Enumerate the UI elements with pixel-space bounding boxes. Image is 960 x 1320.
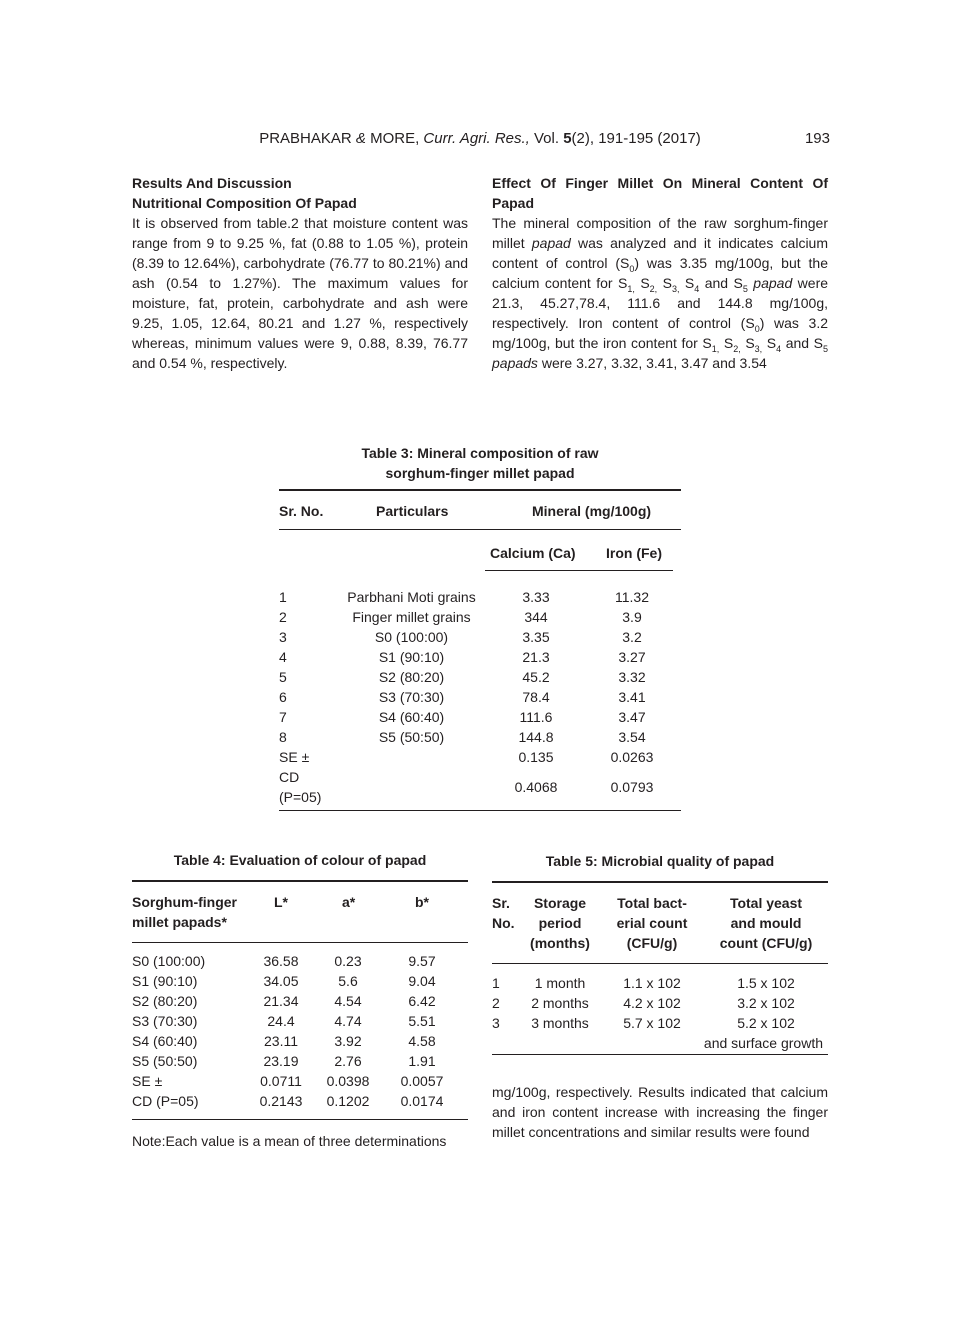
left-column	[132, 173, 468, 373]
cell-a: 2.76	[334, 1053, 362, 1069]
table-4-body	[132, 951, 468, 1111]
cell-L: 24.4	[267, 1013, 295, 1029]
cell-a: 5.6	[338, 973, 358, 989]
cell-L: 0.0711	[260, 1073, 302, 1089]
cell-bacterial: 4.2 x 102	[623, 995, 681, 1011]
cell-a: 0.23	[334, 953, 362, 969]
table-row	[279, 767, 681, 807]
cell-calcium: 144.8	[518, 729, 554, 745]
cell-sample: S5 (50:50)	[132, 1053, 198, 1069]
subscript: 4	[694, 283, 700, 294]
cell-b: 1.91	[408, 1053, 436, 1069]
text-run: S	[766, 335, 777, 351]
cell-b: 6.42	[408, 993, 436, 1009]
cell-yeast: 3.2 x 102	[737, 995, 795, 1011]
table-3-subheader-row	[279, 530, 681, 570]
table-row	[132, 971, 468, 991]
table-5-header-yeast	[704, 893, 828, 953]
table-5-header-sr	[492, 893, 522, 933]
cell-yeast: 5.2 x 102	[737, 1015, 795, 1031]
running-header	[160, 129, 800, 149]
table-row	[132, 1071, 468, 1091]
cell-particular: S0 (100:00)	[374, 629, 449, 645]
table-row	[492, 1013, 828, 1033]
cell-bacterial: 5.7 x 102	[623, 1015, 681, 1031]
header-line: (CFU/g)	[626, 935, 678, 951]
header-line: and mould	[730, 915, 802, 931]
text-run: The mineral composition of the raw sorghum-finger millet	[492, 215, 828, 251]
subscript: 1,	[711, 343, 720, 354]
cell-L: 23.19	[263, 1053, 299, 1069]
cell-iron: 3.54	[618, 729, 646, 745]
table-3-header-iron: Iron (Fe)	[606, 545, 662, 561]
table-3-bottom-rule	[279, 810, 681, 811]
cell-L: 21.34	[263, 993, 299, 1009]
cell-a: 0.0398	[326, 1073, 370, 1089]
section-heading-results: Results And Discussion	[132, 175, 292, 191]
cell-sample: S3 (70:30)	[132, 1013, 198, 1029]
cell-sample: S1 (90:10)	[132, 973, 198, 989]
cell-period: 2 months	[531, 995, 589, 1011]
table-3-header-calcium: Calcium (Ca)	[490, 545, 576, 561]
text-run: ) was 3.2 mg/100g, but the iron content for S	[492, 315, 828, 351]
cell-b: 9.57	[408, 953, 436, 969]
table-5-mid-rule	[492, 963, 828, 964]
cell-a: 4.54	[334, 993, 362, 1009]
table-row	[132, 1011, 468, 1031]
table-row	[279, 747, 681, 767]
table-4-header-a: a*	[342, 894, 356, 910]
cell-sample: S0 (100:00)	[132, 953, 206, 969]
table-row	[279, 647, 681, 667]
cell-calcium: 45.2	[522, 669, 550, 685]
cell-b: 4.58	[408, 1033, 436, 1049]
text-run: S	[723, 335, 734, 351]
header-line: period	[538, 915, 582, 931]
header-amp: &	[355, 130, 366, 147]
section-heading-mineral: Effect Of Finger Millet On Mineral Content Of Papad	[492, 175, 828, 211]
table-5-footer-note: and surface growth	[703, 1035, 823, 1051]
table-4-header-L: L*	[274, 894, 288, 910]
table-3-caption-line1: Table 3: Mineral composition of raw	[361, 445, 599, 461]
header-authors: PRABHAKAR	[259, 130, 352, 147]
subscript: 5	[823, 343, 829, 354]
cell-calcium: 3.35	[522, 629, 550, 645]
cell-sample: S4 (60:40)	[132, 1033, 198, 1049]
table-row	[132, 1051, 468, 1071]
table-3-caption-line2: sorghum-finger millet papad	[385, 465, 575, 481]
cell-srno: 8	[279, 729, 287, 745]
subscript: 3,	[754, 343, 763, 354]
table-row	[279, 687, 681, 707]
cell-iron: 0.0263	[610, 749, 654, 765]
table-3	[279, 443, 681, 811]
cell-period: 1 month	[534, 975, 586, 991]
cell-particular: Parbhani Moti grains	[347, 589, 476, 605]
cell-bacterial: 1.1 x 102	[623, 975, 681, 991]
paragraph-mineral	[492, 213, 828, 373]
cell-L: 34.05	[263, 973, 299, 989]
cell-L: 0.2143	[259, 1093, 303, 1109]
subscript: 5	[742, 283, 748, 294]
table-row	[279, 727, 681, 747]
section-subheading-nutritional: Nutritional Composition Of Papad	[132, 195, 357, 211]
table-row	[132, 1031, 468, 1051]
subscript: 0	[629, 263, 635, 274]
cell-calcium: 0.135	[518, 749, 554, 765]
text-run: S	[640, 275, 650, 291]
text-run: S	[745, 335, 755, 351]
cell-b: 0.0057	[400, 1073, 444, 1089]
cell-srno: 7	[279, 709, 287, 725]
table-row	[279, 607, 681, 627]
header-line: erial count	[616, 915, 688, 931]
paragraph-nutritional: It is observed from table.2 that moisture content was range from 9 to 9.25 %, fat (0.88 to 1.05 %), protein (8.39 to 12.64%), carbohydrate (76.77 to 80.21%) and ash (0.54 to 1.27%). The maximum values for moisture, fat, protein, carbohydrate and ash were 9.25, 1.05, 12.64, 80.21 and 1.27 %, respectively whereas, minimum values were 9, 0.88, 8.39, 76.77 and 0.54 %, respectively.	[132, 215, 468, 371]
cell-b: 9.04	[408, 973, 436, 989]
subscript: 4	[776, 343, 782, 354]
cell-calcium: 344	[524, 609, 548, 625]
text-run: ) was 3.35 mg/100g, but the calcium content for S	[492, 255, 828, 291]
cell-calcium: 111.6	[519, 709, 553, 725]
table-5-header-bacterial	[604, 893, 700, 953]
cell-iron: 11.32	[615, 589, 649, 605]
table-3-header-srno: Sr. No.	[279, 503, 324, 519]
text-run: were 21.3, 45.27,78.4, 111.6 and 144.8 mg/100g, respectively. Iron content of control (S	[492, 275, 829, 331]
cell-period: 3 months	[531, 1015, 589, 1031]
cell-particular: S4 (60:40)	[378, 709, 445, 725]
cell-iron: 3.41	[618, 689, 646, 705]
text-run: was analyzed and it indicates calcium content of control (S	[492, 235, 828, 271]
cell-srno: 5	[279, 669, 287, 685]
header-line: Sr.	[492, 895, 510, 911]
table-row	[132, 951, 468, 971]
cell-a: 3.92	[334, 1033, 362, 1049]
cell-srno: 4	[279, 649, 287, 665]
table-4-mid-rule	[132, 942, 468, 943]
header-line: No.	[492, 915, 515, 931]
header-vol-num: 5	[563, 130, 572, 147]
cell-sr: 1	[492, 975, 500, 991]
text-run: and S	[704, 275, 743, 291]
header-line: count (CFU/g)	[719, 935, 813, 951]
cell-calcium: 78.4	[522, 689, 550, 705]
cell-sample: S2 (80:20)	[132, 993, 198, 1009]
table-row	[132, 991, 468, 1011]
header-journal: Curr. Agri. Res.,	[423, 130, 530, 147]
header-issue-pages: (2), 191-195 (2017)	[571, 130, 701, 147]
table-row	[279, 707, 681, 727]
cell-iron: 3.27	[618, 649, 646, 665]
table-5-body	[492, 973, 828, 1033]
text-run: and S	[785, 335, 824, 351]
subscript: 2,	[649, 283, 658, 294]
table-row	[492, 993, 828, 1013]
right-column	[492, 173, 828, 373]
table-row	[492, 973, 828, 993]
cell-a: 0.1202	[326, 1093, 370, 1109]
cell-iron: 3.2	[622, 629, 642, 645]
cell-srno: 6	[279, 689, 287, 705]
header-authors2: MORE,	[370, 130, 420, 147]
text-run: were 3.27, 3.32, 3.41, 3.47 and 3.54	[541, 355, 767, 371]
table-4-caption: Table 4: Evaluation of colour of papad	[173, 852, 427, 868]
text-run-italic: papad	[753, 275, 793, 291]
table-4-bottom-rule	[132, 1119, 468, 1120]
cell-particular	[334, 767, 489, 807]
table-5-header-row	[492, 883, 828, 963]
table-3-header-mineral: Mineral (mg/100g)	[532, 503, 652, 519]
table-row	[279, 667, 681, 687]
header-line: Storage	[533, 895, 587, 911]
paragraph-mineral-continued: mg/100g, respectively. Results indicated that calcium and iron content increase with increasing the finger millet concentrations and similar results were found	[492, 1084, 828, 1140]
subscript: 0	[754, 323, 760, 334]
cell-sr: 2	[492, 995, 500, 1011]
table-row	[132, 1091, 468, 1111]
cell-sr: 3	[492, 1015, 500, 1031]
cell-calcium: 3.33	[522, 589, 550, 605]
text-run: S	[662, 275, 672, 291]
table-4-header-row	[132, 882, 468, 942]
cell-iron: 0.0793	[610, 779, 654, 795]
table-3-header-particulars: Particulars	[376, 503, 449, 519]
cell-srno: CD (P=05)	[279, 769, 322, 805]
cell-iron: 3.9	[622, 609, 642, 625]
table-4-header-sample-line1: Sorghum-finger	[132, 894, 237, 910]
cell-particular: S3 (70:30)	[378, 689, 445, 705]
table-5-bottom-rule	[492, 1054, 828, 1055]
header-line: Total yeast	[729, 895, 803, 911]
table-5	[492, 851, 828, 1055]
cell-srno: 2	[279, 609, 287, 625]
table-4	[132, 850, 468, 1120]
table-3-header-row	[279, 491, 681, 529]
cell-srno: 1	[279, 589, 287, 605]
table-4-header-sample-line2: millet papads*	[132, 914, 227, 930]
cell-iron: 3.47	[618, 709, 646, 725]
cell-calcium: 21.3	[522, 649, 550, 665]
cell-srno: 3	[279, 629, 287, 645]
cell-particular	[334, 747, 489, 767]
header-line: Total bact-	[617, 895, 687, 911]
table-row	[279, 627, 681, 647]
cell-calcium: 0.4068	[514, 779, 558, 795]
cell-particular: S1 (90:10)	[378, 649, 445, 665]
cell-L: 23.11	[264, 1033, 298, 1049]
header-vol-label: Vol.	[534, 130, 560, 147]
cell-particular: S2 (80:20)	[378, 669, 445, 685]
text-run-italic: papad	[531, 235, 571, 251]
table-5-caption: Table 5: Microbial quality of papad	[545, 853, 775, 869]
table-row	[279, 587, 681, 607]
text-run: S	[684, 275, 695, 291]
page-number: 193	[804, 130, 830, 147]
cell-b: 5.51	[408, 1013, 436, 1029]
cell-srno: SE ±	[279, 749, 310, 765]
cell-a: 4.74	[334, 1013, 362, 1029]
cell-particular: S5 (50:50)	[378, 729, 445, 745]
cell-b: 0.0174	[400, 1093, 444, 1109]
table-5-header-storage	[520, 893, 600, 953]
table-3-body	[279, 587, 681, 807]
table-3-sub-rule	[485, 570, 673, 571]
table-4-header-b: b*	[415, 894, 429, 910]
cell-sample: SE ±	[132, 1073, 163, 1089]
subscript: 2,	[733, 343, 741, 354]
header-line: (months)	[530, 935, 590, 951]
text-run-italic: papads	[492, 355, 538, 371]
table-4-note: Note:Each value is a mean of three determinations	[132, 1133, 447, 1149]
subscript: 3,	[671, 283, 680, 294]
cell-particular: Finger millet grains	[352, 609, 471, 625]
cell-L: 36.58	[263, 953, 299, 969]
subscript: 1,	[627, 283, 635, 294]
cell-yeast: 1.5 x 102	[737, 975, 795, 991]
cell-sample: CD (P=05)	[132, 1093, 199, 1109]
cell-iron: 3.32	[618, 669, 646, 685]
